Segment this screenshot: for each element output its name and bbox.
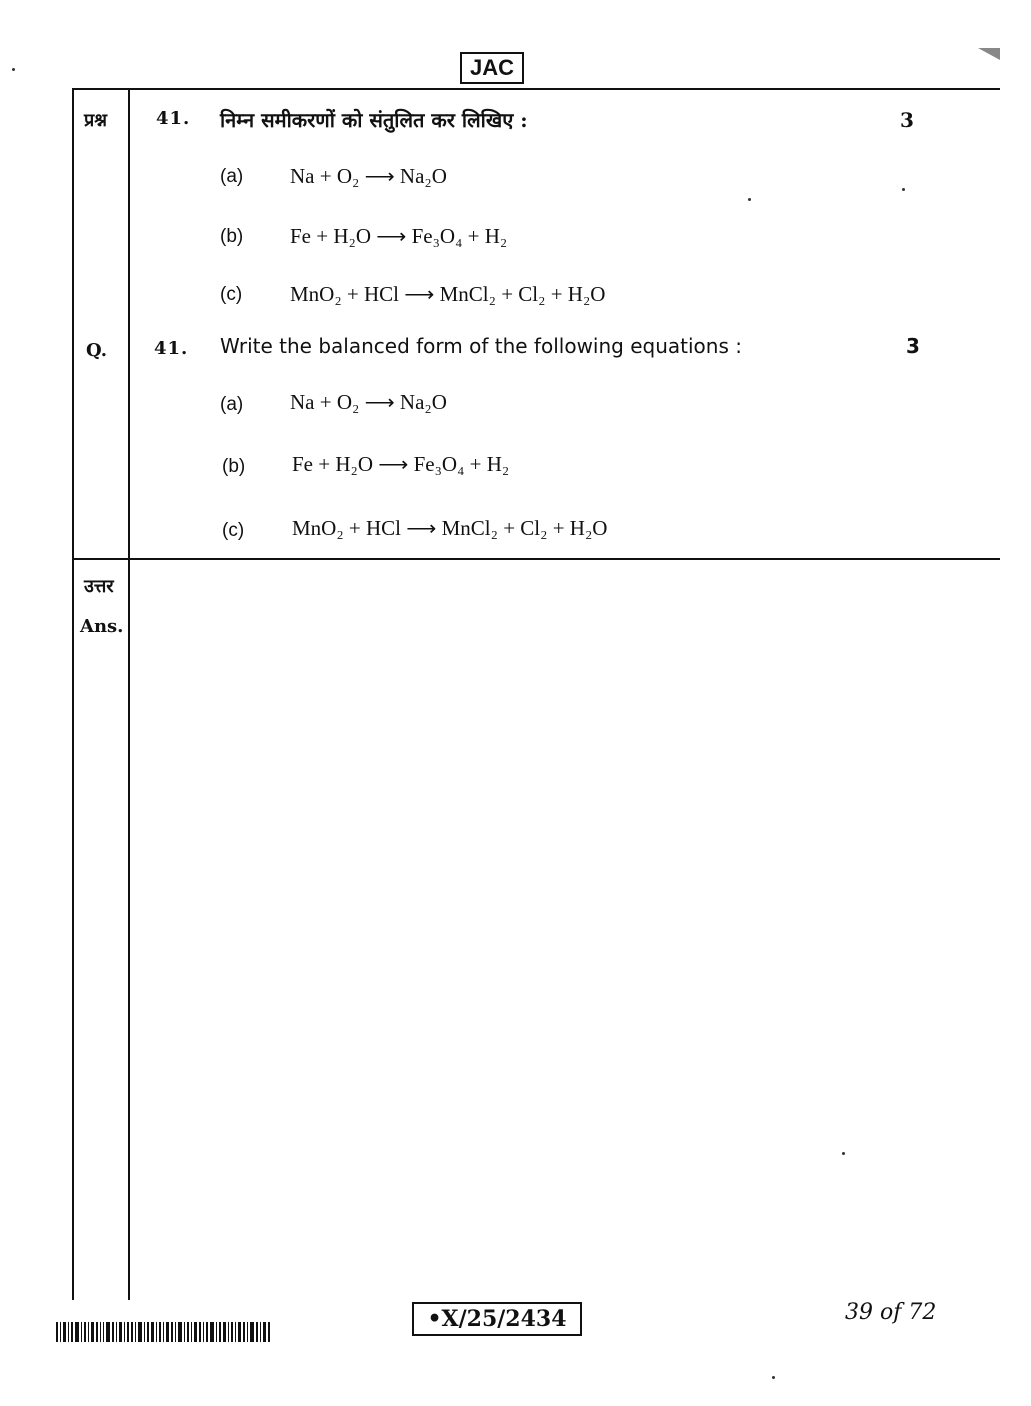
- hindi-question-label: प्रश्न: [84, 110, 107, 131]
- exam-tag: JAC: [460, 52, 524, 84]
- left-margin-rule: [72, 88, 74, 1300]
- english-option-c-label: (c): [222, 520, 245, 541]
- top-rule: [72, 88, 1000, 90]
- label-column-rule: [128, 88, 130, 1300]
- hindi-option-c-label: (c): [220, 284, 243, 305]
- english-question-number: 41.: [154, 338, 189, 359]
- english-option-b-equation: Fe + H₂O ⟶ Fe₃O₄ + H₂: [292, 452, 510, 476]
- hindi-option-b-label: (b): [220, 226, 244, 247]
- hindi-question-number: 41.: [156, 108, 191, 129]
- scan-speck: [772, 1376, 775, 1379]
- english-question-label: Q.: [86, 340, 108, 361]
- english-option-a-equation: Na + O₂ ⟶ Na₂O: [290, 390, 447, 414]
- hindi-option-b-equation: Fe + H₂O ⟶ Fe₃O₄ + H₂: [290, 224, 508, 248]
- hindi-answer-label: उत्तर: [84, 576, 114, 597]
- scan-speck: [842, 1152, 845, 1155]
- hindi-question-text: निम्न समीकरणों को संतुलित कर लिखिए :: [220, 108, 528, 132]
- english-question-marks: 3: [906, 334, 920, 358]
- page-number: 39 of 72: [845, 1300, 937, 1325]
- english-option-a-label: (a): [220, 394, 244, 415]
- english-option-c-equation: MnO₂ + HCl ⟶ MnCl₂ + Cl₂ + H₂O: [292, 516, 608, 540]
- english-answer-label: Ans.: [80, 616, 124, 637]
- scan-speck: [12, 68, 15, 71]
- hindi-option-c-equation: MnO₂ + HCl ⟶ MnCl₂ + Cl₂ + H₂O: [290, 282, 606, 306]
- hindi-question-marks: 3: [900, 108, 914, 132]
- english-question-text: Write the balanced form of the following equations :: [220, 334, 742, 358]
- hindi-option-a-equation: Na + O₂ ⟶ Na₂O: [290, 164, 447, 188]
- question-answer-divider: [72, 558, 1000, 560]
- english-option-b-label: (b): [222, 456, 246, 477]
- scan-speck: [748, 198, 751, 201]
- scan-speck: [902, 188, 905, 191]
- barcode: [56, 1322, 308, 1342]
- hindi-option-a-label: (a): [220, 166, 244, 187]
- page-corner-mark: [978, 48, 1000, 60]
- paper-code: •X/25/2434: [412, 1302, 582, 1336]
